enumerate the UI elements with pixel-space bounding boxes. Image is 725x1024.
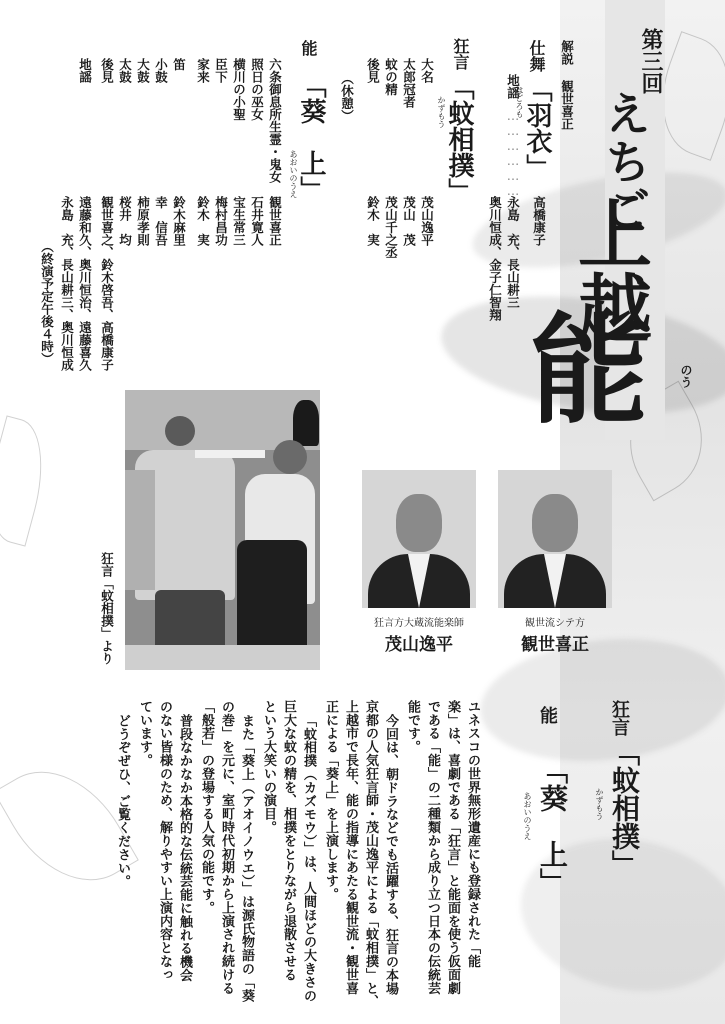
intro-line: 今回は、朝ドラなどでも活躍する、狂言の本場 [383,714,398,996]
kyogen-role: 蚊の精 [383,58,399,96]
kyogen-role: 大名 [419,58,435,83]
no-name: 観世喜正 [267,196,283,246]
intro-line: 「蚊相撲（カズモウ）」は、人間ほどの大きさの [301,714,316,1003]
portrait-photo [362,470,476,608]
intro-line: 能です。 [405,700,420,754]
leaf-decoration [0,415,57,546]
jiutai-name: 遠藤和久、奥川恒治、遠藤喜久 [77,196,93,371]
intermission: （休憩） [339,72,355,122]
intro-line: という大笑いの演目。 [261,700,276,834]
no-play: 「葵 上」 [296,72,326,202]
intro-kyogen-label: 狂言 [609,700,630,736]
shimai-jiutai-1: 永島 充、長山耕三 [505,196,521,309]
kyogen-name: 茂山逸平 [419,196,435,246]
koken-role: 後見 [99,58,115,83]
music-role: 太鼓 [117,58,133,83]
no-name: 石井寛人 [249,196,265,246]
stage-caption: 狂言「蚊相撲」より [99,552,115,665]
intro-line: の巻」を元に、室町時代初期から上演され続ける [219,700,234,995]
intro-no-ruby: あおいのうえ [523,792,532,840]
no-name: 梅村昌功 [213,196,229,246]
music-role: 笛 [171,58,187,71]
shimai-jiutai-2: 奥川恒成、金子仁智翔 [487,196,503,321]
kyogen-name: 茂山千之丞 [383,196,399,259]
portrait-title: 観世流シテ方 [525,618,585,629]
title-no: 能 [530,301,649,440]
portrait-title: 狂言方大蔵流能楽師 [374,618,464,629]
intro-line: 上越市で長年、能の指導にあたる観世流・観世喜 [343,700,358,995]
kyogen-play: 「蚊相撲」 [444,74,474,204]
no-name: 鈴木 実 [195,196,211,246]
music-name: 鈴木麻里 [171,196,187,246]
intro-line: である「能」の二種類から成り立つ日本の伝統芸 [425,700,440,995]
intro-kyogen-play: 「蚊相撲」 [608,738,641,878]
no-role: 六条御息所生霊・鬼女 [267,58,283,183]
music-name: 柿原孝則 [135,196,151,246]
kyogen-name: 鈴木 実 [365,196,381,246]
end-time: （終演予定午後４時） [39,240,55,365]
kyogen-role: 太郎冠者 [401,58,417,108]
intro-line: 京都の人気狂言師・茂山逸平による「蚊相撲」と、 [363,700,378,1009]
title-echigo: えちご [598,90,652,234]
portrait-photo [498,470,612,608]
title-no-ruby: のう [679,364,693,388]
no-ruby: あおいのうえ [289,150,298,198]
no-name: 宝生常三 [231,196,247,246]
kyogen-role: 後見 [365,58,381,83]
intro-line: 楽」は、喜劇である「狂言」と能面を使う仮面劇 [445,700,460,995]
no-role: 臣下 [213,58,229,83]
intro-line: 「般若」の登場する人気の能です。 [199,700,214,915]
intro-line: どうぞぜひ、ご覧ください。 [115,714,130,889]
music-name: 幸 信吾 [153,196,169,246]
jiutai-role: 地謡 [77,58,93,83]
shimai-label: 仕舞 [527,40,546,72]
intro-kyogen-ruby: かずもう [595,788,604,820]
leader-dots: ………………… [505,108,521,213]
kyogen-name: 茂山 茂 [401,196,417,246]
kyogen-label: 狂言 [451,38,470,70]
shimai-ruby: はごろも [515,86,524,118]
kyogen-ruby: かずもう [437,96,446,128]
title-joetsu: 上越 [566,196,652,344]
stage-photo [125,390,320,670]
music-name: 桜井 均 [117,196,133,246]
no-role: 照日の巫女 [249,58,265,121]
kaisetsu-name: 観世喜正 [559,80,575,130]
koken-name: 観世喜之、鈴木啓吾、高橋康子 [99,196,115,371]
music-role: 大鼓 [135,58,151,83]
intro-line: ユネスコの世界無形遺産にも登録された「能 [465,700,480,968]
intro-line: ています。 [137,700,152,767]
intro-no-label: 能 [537,706,558,724]
no-role: 横川の小聖 [231,58,247,121]
kaisetsu-role: 解説 [559,40,575,65]
shimai-performer: 高橋康子 [531,196,547,246]
shimai-play: 「羽衣」 [522,76,552,180]
intro-line: 正による「葵上」を上演します。 [323,700,338,901]
intro-line: のない皆様のため、解りやすい上演内容となっ [157,700,172,982]
intro-no-play: 「葵 上」 [536,756,569,896]
portrait-name: 茂山逸平 [385,635,453,655]
intro-line: 巨大な蚊の精を、相撲をとりながら退散させる [281,700,296,982]
jiutai-name: 永島 充、長山耕三、奥川恒成 [59,196,75,371]
shimai-jiutai-role: 地謡 [505,74,521,99]
music-role: 小鼓 [153,58,169,83]
no-role: 家来 [195,58,211,83]
intro-line: また「葵上（アオイノウエ）」は源氏物語の「葵 [239,714,254,1003]
no-label: 能 [299,40,318,56]
title-volume: 第三回 [638,28,664,94]
portrait-name: 観世喜正 [521,635,589,655]
intro-line: 普段なかなか本格的な伝統芸能に触れる機会 [177,714,192,982]
